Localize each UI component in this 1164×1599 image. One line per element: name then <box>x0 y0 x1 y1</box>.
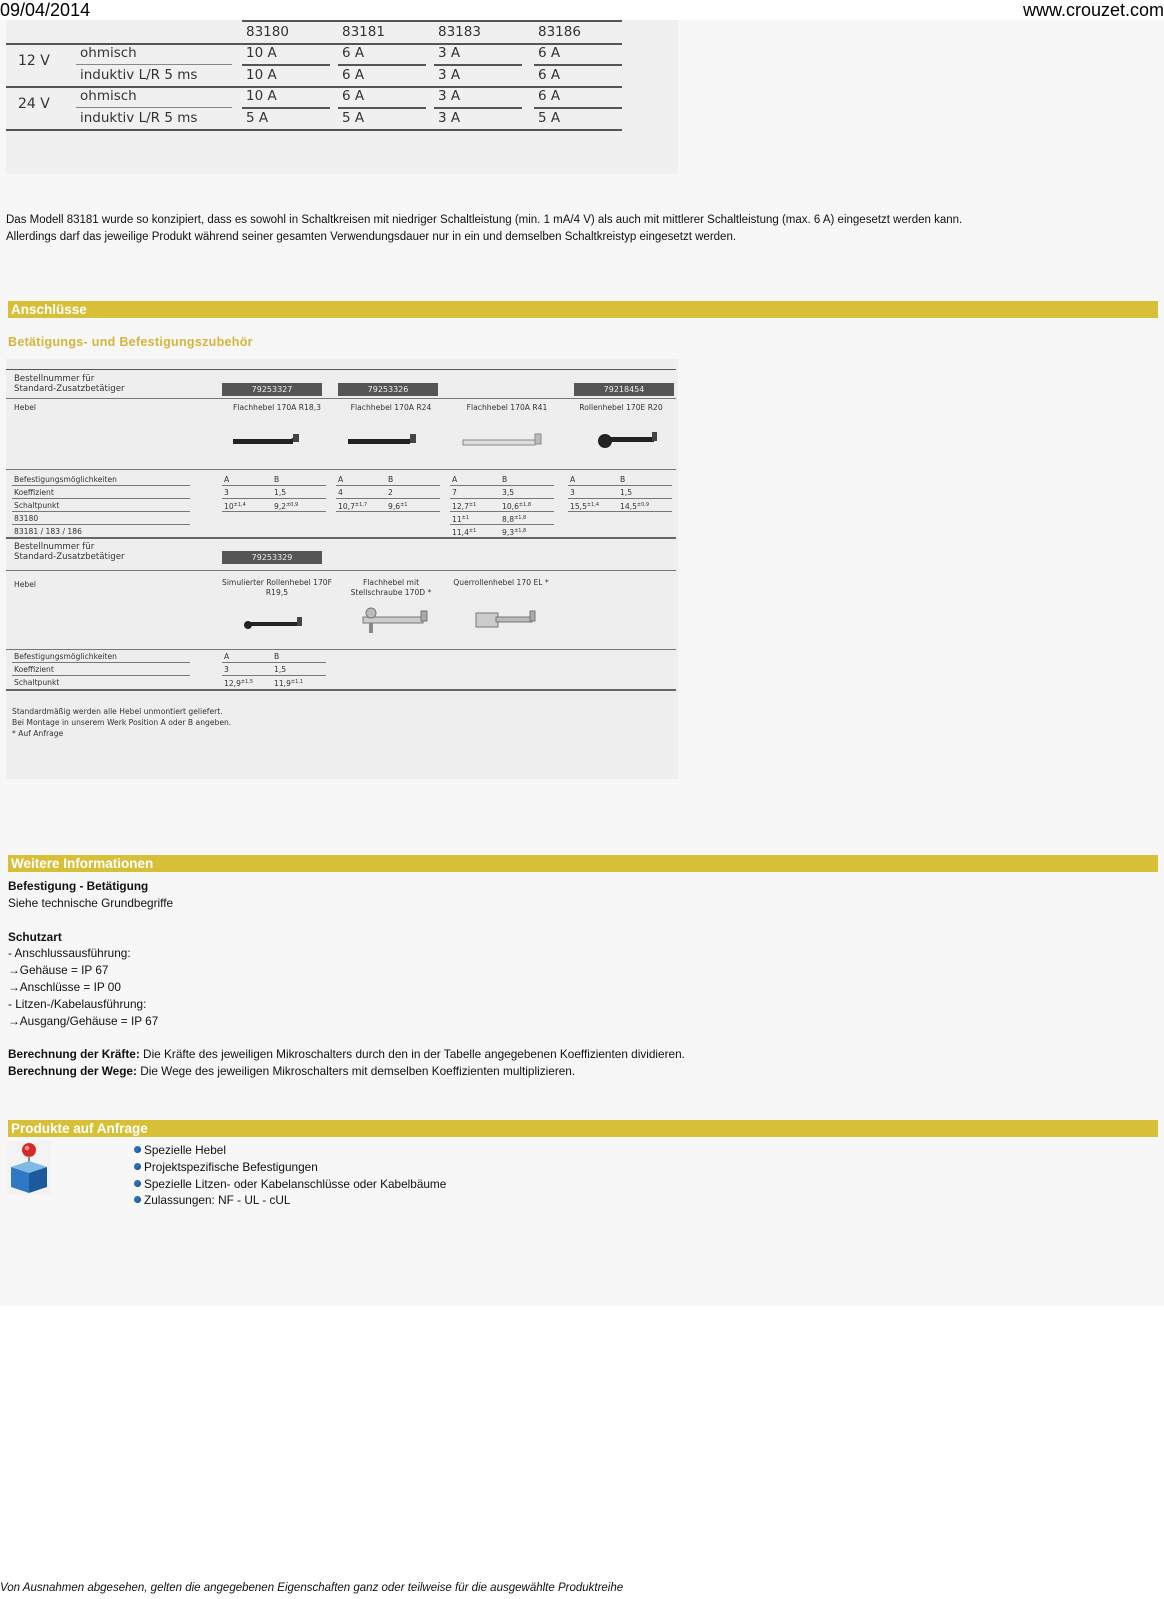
order-label: Bestellnummer für <box>14 542 95 552</box>
load-type: ohmisch <box>80 88 137 104</box>
load-type: induktiv L/R 5 ms <box>80 110 198 126</box>
lever-name: Stellschraube 170D * <box>350 588 432 597</box>
col-header: 83181 <box>342 24 385 40</box>
note: * Auf Anfrage <box>12 729 64 738</box>
cell: 5 A <box>538 110 561 126</box>
bullet-icon <box>134 1146 141 1153</box>
bullet-icon <box>134 1163 141 1170</box>
lever-image <box>474 605 544 635</box>
lever-image <box>241 614 311 634</box>
more-info-block: Befestigung - Betätigung Siehe technische Grundbegriffe Schutzart - Anschlussausführung: →Gehäuse = IP 67 →Anschlüsse = IP 00 - Litzen-/Kabelausführung: →Ausgang/Gehäuse = IP 67 Berechnung der Kräfte: Die Kräfte des jeweiligen Mikroschalters durch den in der Tabelle angegebenen Koeffizienten dividieren. Berechnung der Wege: Die Wege des jeweiligen Mikroschalters mit demselben Koeffizienten multiplizieren. <box>8 878 1158 1080</box>
cell: 6 A <box>538 67 561 83</box>
list-item: Projektspezifische Befestigungen <box>134 1159 446 1176</box>
cell: 6 A <box>342 45 365 61</box>
voltage-label: 24 V <box>18 96 50 112</box>
order-label: Bestellnummer für <box>14 374 95 384</box>
col-header: 83186 <box>538 24 581 40</box>
note: Standardmäßig werden alle Hebel unmontiert geliefert. <box>12 707 223 716</box>
lever-name: Flachhebel 170A R41 <box>466 403 548 412</box>
lever-label: Hebel <box>14 403 36 412</box>
lever-image <box>461 431 551 453</box>
cell: 10 A <box>246 88 277 104</box>
lever-name: Rollenhebel 170E R20 <box>579 403 663 412</box>
cell: 6 A <box>538 88 561 104</box>
voltage-label: 12 V <box>18 53 50 69</box>
on-request-list <box>134 1142 446 1209</box>
cell: 5 A <box>342 110 365 126</box>
cell: 3 A <box>438 67 461 83</box>
order-code: 79253327 <box>222 383 322 396</box>
bullet-icon <box>134 1180 141 1187</box>
site-url[interactable]: www.crouzet.com <box>1022 0 1164 20</box>
print-date: 09/04/2014 <box>0 0 91 20</box>
cell: 6 A <box>538 45 561 61</box>
order-label: Standard-Zusatzbetätiger <box>14 384 125 394</box>
list-item: Spezielle Hebel <box>134 1142 446 1159</box>
load-type: ohmisch <box>80 45 137 61</box>
order-label: Standard-Zusatzbetätiger <box>14 552 125 562</box>
section-produkte-auf-anfrage: Produkte auf Anfrage <box>8 1120 1158 1137</box>
col-header: 83183 <box>438 24 481 40</box>
list-item: Spezielle Litzen- oder Kabelanschlüsse oder Kabelbäume <box>134 1176 446 1193</box>
order-code: 79253329 <box>222 551 322 564</box>
lever-name: Querrollenhebel 170 EL * <box>453 578 549 587</box>
load-type: induktiv L/R 5 ms <box>80 67 198 83</box>
bullet-icon <box>134 1196 141 1203</box>
lever-name: R19,5 <box>265 588 289 597</box>
section-weitere-informationen: Weitere Informationen <box>8 855 1158 872</box>
row-label: Befestigungsmöglichkeiten <box>14 475 117 484</box>
row-label: 83181 / 183 / 186 <box>14 527 82 536</box>
footer-disclaimer: Von Ausnahmen abgesehen, gelten die angegebenen Eigenschaften ganz oder teilweise für die ausgewählte Produktreihe <box>0 1582 624 1594</box>
row-label: 83180 <box>14 514 39 523</box>
lever-name: Flachhebel 170A R24 <box>350 403 432 412</box>
link-technische-grundbegriffe[interactable]: Siehe technische Grundbegriffe <box>8 895 174 910</box>
order-code: 79253326 <box>338 383 438 396</box>
lever-name: Flachhebel 170A R18,3 <box>233 403 321 412</box>
row-label: Befestigungsmöglichkeiten <box>14 652 117 661</box>
cell: 3 A <box>438 88 461 104</box>
cell: 3 A <box>438 45 461 61</box>
row-label: Koeffizient <box>14 488 54 497</box>
lever-name: Flachhebel mit <box>362 578 420 587</box>
on-request-box-icon <box>7 1141 51 1195</box>
intro-text: Das Modell 83181 wurde so konzipiert, dass es sowohl in Schaltkreisen mit niedriger Schaltleistung (min. 1 mA/4 V) als auch mit mittlerer Schaltleistung (max. 6 A) eingesetzt werden kann. Allerdings darf das jeweilige Produkt während seiner gesamten Verwendungsdauer nur in ein und demselben Schaltkreistyp eingesetzt werden. <box>6 214 963 243</box>
note: Bei Montage in unserem Werk Position A oder B angeben. <box>12 718 232 727</box>
cell: 10 A <box>246 67 277 83</box>
accessories-subtitle: Betätigungs- und Befestigungszubehör <box>8 335 253 349</box>
lever-image <box>231 431 311 451</box>
lever-label: Hebel <box>14 580 36 589</box>
lever-image <box>346 431 426 451</box>
cell: 5 A <box>246 110 269 126</box>
lever-image <box>361 603 436 637</box>
cell: 3 A <box>438 110 461 126</box>
cell: 6 A <box>342 67 365 83</box>
row-label: Schaltpunkt <box>14 678 60 687</box>
cell: 6 A <box>342 88 365 104</box>
row-label: Schaltpunkt <box>14 501 60 510</box>
lever-name: Simulierter Rollenhebel 170F <box>222 578 332 587</box>
col-header: 83180 <box>246 24 289 40</box>
cell: 10 A <box>246 45 277 61</box>
accessories-table: Bestellnummer für Standard-Zusatzbetätiger 79253327 79253326 79218454 Hebel Flachhebel 170A R18,3 Flachhebel 170A R24 Flachhebel 170A R41 Rollenhebel 170E R20 Befestigungsmöglichkeiten Koeffizient Schaltpunkt 83180 83181 / 183 / 186 A B 3 1,5 $10^{\pm 1,4}$ $9,2^{\pm 0,9}$ A B 4 2 $10,7^{\pm 1,7}$ $9,6^{\pm 1}$ A B 7 3,5 $12,7^{\pm 1}$ $10,6^{\pm 1,8}$ $11^{\pm 1}$ $8,8^{\pm 1,8}$ $11,4^{\pm 1}$ $9,3^{\pm 1,8}$ A B 3 1,5 $15,5^{\pm 1,4}$ $14,5^{\pm 0,9}$ Bestellnummer für Standard-Zusatzbetätiger 79253329 Hebel Simulierter Rollenhebel 170F R19,5 Flachhebel mit Stellschraube 170D * Querrollenhebel 170 EL * Befestigungsmöglichkeiten Koeffizient Schaltpunkt A B 3 1,5 $12,9^{\pm 1,5}$ $11,9^{\pm 1,1}$ Standardmäßig werden alle Hebel unmontiert geliefert. Bei Montage in unserem Werk Position A oder B angeben. * Auf Anfrage <box>6 359 678 779</box>
section-anschluesse: Anschlüsse <box>8 301 1158 318</box>
lever-image <box>596 429 666 455</box>
load-rating-table <box>6 20 678 174</box>
row-label: Koeffizient <box>14 665 54 674</box>
list-item: Zulassungen: NF - UL - cUL <box>134 1192 446 1209</box>
order-code: 79218454 <box>574 383 674 396</box>
